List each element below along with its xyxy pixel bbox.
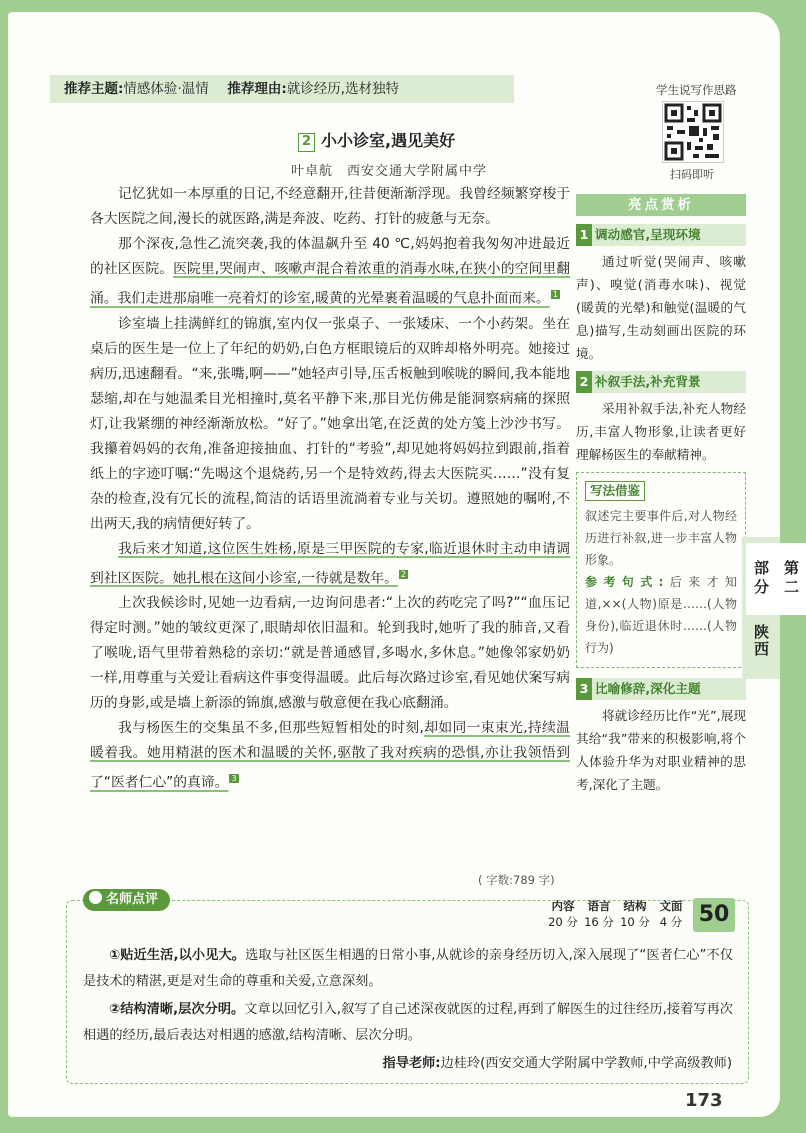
comment-two: [83, 997, 733, 1049]
point-text: 通过听觉(哭闹声、咳嗽声)、嗅觉(消毒水味)、视觉(暖黄的光晕)和触觉(温暖的气息)描写,生动刻画出医院的环境。: [576, 254, 746, 361]
comment-title: ①贴近生活,以小见大。: [109, 948, 246, 963]
section-part: 第二部分: [746, 543, 806, 615]
paragraph: 诊室墙上挂满鲜红的锦旗,室内仅一张桌子、一张矮床、一个小药架。坐在桌后的医生是一位上了年纪的奶奶,白色方框眼镜后的双眸却格外明亮。她接过病历,迅速翻看。“来,张嘴,啊——”她轻声引导,压舌板触到喉咙的瞬间,我本能地瑟缩,却在与她温柔目光相撞时,莫名平静下来,那目光仿佛是能洞察病痛的探照灯,让我紧绷的神经渐渐放松。“好了。”她拿出笔,在泛黄的处方笺上沙沙书写。我攥着妈妈的衣角,准备迎接抽血、打针的“考验”,却见她将妈妈拉到跟前,指着纸上的字迹叮嘱:“先喝这个退烧药,另一个是特效药,得去大医院买……”没有复杂的检查,没有冗长的流程,简洁的话语里流淌着专业与关切。遵照她的嘱咐,不出两天,我的病情便好转了。: [90, 315, 570, 532]
highlight-text: 我后来才知道,这位医生姓杨,原是三甲医院的专家,临近退休时主动申请调到社区医院。她扎根在这间小诊室,一待就是数年。: [90, 540, 570, 587]
reason-value: 就诊经历,选材独特: [286, 81, 400, 97]
word-count: ( 字数:789 字): [478, 873, 555, 887]
point-number: 3: [576, 678, 592, 700]
qr-scan-label: 扫码即听: [670, 168, 714, 181]
score-value: 4 分: [659, 915, 683, 929]
score-label: 语言: [587, 899, 611, 913]
score-label: 内容: [551, 899, 575, 913]
sidebar-heading: 亮点赏析: [576, 194, 746, 216]
comment-title: ②结构清晰,层次分明。: [109, 1002, 245, 1017]
score-value: 16 分: [584, 915, 614, 929]
comment-text: 选取与社区医生相遇的日常小事,从就诊的亲身经历切入,深入展现了“医者仁心”不仅是技术的精湛,更是对生命的尊重和关爱,立意深刻。: [83, 948, 733, 989]
theme-label: 推荐主题:: [64, 81, 124, 97]
paragraph: [90, 232, 570, 312]
paragraph-text: 那个深夜,急性乙流突袭,我的体温飙升至 40 ℃,妈妈抱着我匆匆冲进最近的社区医院。: [90, 236, 570, 277]
comment-text: 文章以回忆引入,叙写了自己述深夜就医的过程,再到了解医生的过往经历,接着写再次相遇的经历,最后表达对相遇的感激,结构清晰、层次分明。: [83, 1002, 733, 1043]
instructor-value: 边桂玲(西安交通大学附属中学教师,中学高级教师): [440, 1056, 732, 1071]
note-marker: 3: [231, 774, 237, 784]
highlight-text: 却如同一束束光,持续温暖着我。她用精湛的医术和温暖的关怀,驱散了我对疾病的恐惧,亦让我领悟到了“医者仁心”的真谛。: [90, 720, 570, 791]
page-number: 173: [685, 1090, 723, 1111]
reason-label: 推荐理由:: [227, 81, 287, 97]
commentary-tag: [83, 889, 170, 911]
highlights-sidebar: [576, 194, 746, 802]
score-item: [653, 898, 689, 934]
point-title: 补叙手法,补充背景: [595, 374, 701, 389]
paragraph: [90, 716, 570, 796]
note-marker: 1: [552, 290, 558, 299]
note-marker: 2: [400, 569, 407, 579]
point-title: 调动感官,呈现环境: [595, 227, 701, 242]
section-region: 陕西: [752, 624, 770, 658]
writing-method-box: [576, 472, 746, 668]
point-number: 2: [576, 371, 592, 393]
teacher-icon: [89, 891, 102, 904]
comment-one: [83, 943, 733, 995]
point-heading: [576, 371, 746, 393]
paragraph: [90, 537, 570, 592]
reference-text: 后来才知道,××(人物)原是……(人物身份),临近退休时……(人物行为): [585, 575, 737, 655]
method-text: 叙述完主要事件后,对人物经历进行补叙,进一步丰富人物形象。: [585, 509, 737, 567]
qr-caption: 学生说写作思路: [656, 83, 737, 97]
point-text: 将就诊经历比作“光”,展现其给“我”带来的积极影响,将个人体验升华为对职业精神的思考,深化了主题。: [576, 708, 746, 792]
score-value: 10 分: [620, 915, 650, 929]
paragraph-text: 我与杨医生的交集虽不多,但那些短暂相处的时刻,: [118, 720, 424, 737]
point-text: 采用补叙手法,补充人物经历,丰富人物形象,让读者更好理解杨医生的奉献精神。: [576, 401, 746, 462]
point-title: 比喻修辞,深化主题: [595, 681, 701, 696]
qr-code-icon[interactable]: [662, 101, 724, 163]
essay-title-text: 小小诊室,遇见美好: [321, 131, 456, 150]
paragraph: 上次我候诊时,见她一边看病,一边询问患者:“上次的药吃完了吗?”“血压记得定时测。”她的皱纹更深了,眼睛却依旧温和。轮到我时,她听了我的肺音,又看了喉咙,语气里带着熟稔的亲切:“就是普通感冒,多喝水,多休息。”她像邻家奶奶一样,用尊重与关爱让看病这件事变得温暖。此后每次路过诊室,看见她伏案写病历的身影,或是墙上新添的锦旗,感激与敬意便在我心底翻涌。: [90, 595, 570, 712]
teacher-commentary: [66, 892, 749, 1084]
paragraph: 记忆犹如一本厚重的日记,不经意翻开,往昔便渐渐浮现。我曾经频繁穿梭于各大医院之间,漫长的就医路,满是奔波、吃药、打针的疲惫与无奈。: [90, 186, 570, 227]
essay-author: 叶卓航 西安交通大学附属中学: [291, 164, 488, 179]
reference-pattern: [585, 571, 737, 659]
point-heading: [576, 678, 746, 700]
total-score: 50: [693, 898, 735, 932]
essay-number: 2: [298, 133, 315, 152]
theme-value: 情感体验·温情: [123, 81, 209, 97]
essay-title: [298, 130, 455, 152]
score-value: 20 分: [548, 915, 578, 929]
score-item: [581, 898, 617, 934]
point-heading: [576, 224, 746, 246]
score-box: [545, 898, 735, 934]
section-tab[interactable]: [742, 537, 800, 679]
commentary-tag-label: 名师点评: [106, 892, 159, 907]
instructor: [383, 1052, 732, 1071]
instructor-label: 指导老师:: [382, 1056, 441, 1071]
score-item: [617, 898, 653, 934]
score-item: [545, 898, 581, 934]
page: [8, 12, 800, 1117]
highlight-text: 医院里,哭闹声、咳嗽声混合着浓重的消毒水味,在狭小的空间里翻涌。我们走进那扇唯一亮着灯的诊室,暖黄的光晕裹着温暖的气息扑面而来。: [90, 261, 570, 307]
method-tag: 写法借鉴: [585, 481, 645, 501]
score-label: 文面: [659, 899, 683, 913]
recommendation-bar: [50, 75, 514, 103]
reference-label: 参考句式:: [585, 575, 664, 589]
essay-body: [90, 182, 570, 796]
point-number: 1: [576, 224, 592, 246]
score-label: 结构: [623, 899, 647, 913]
